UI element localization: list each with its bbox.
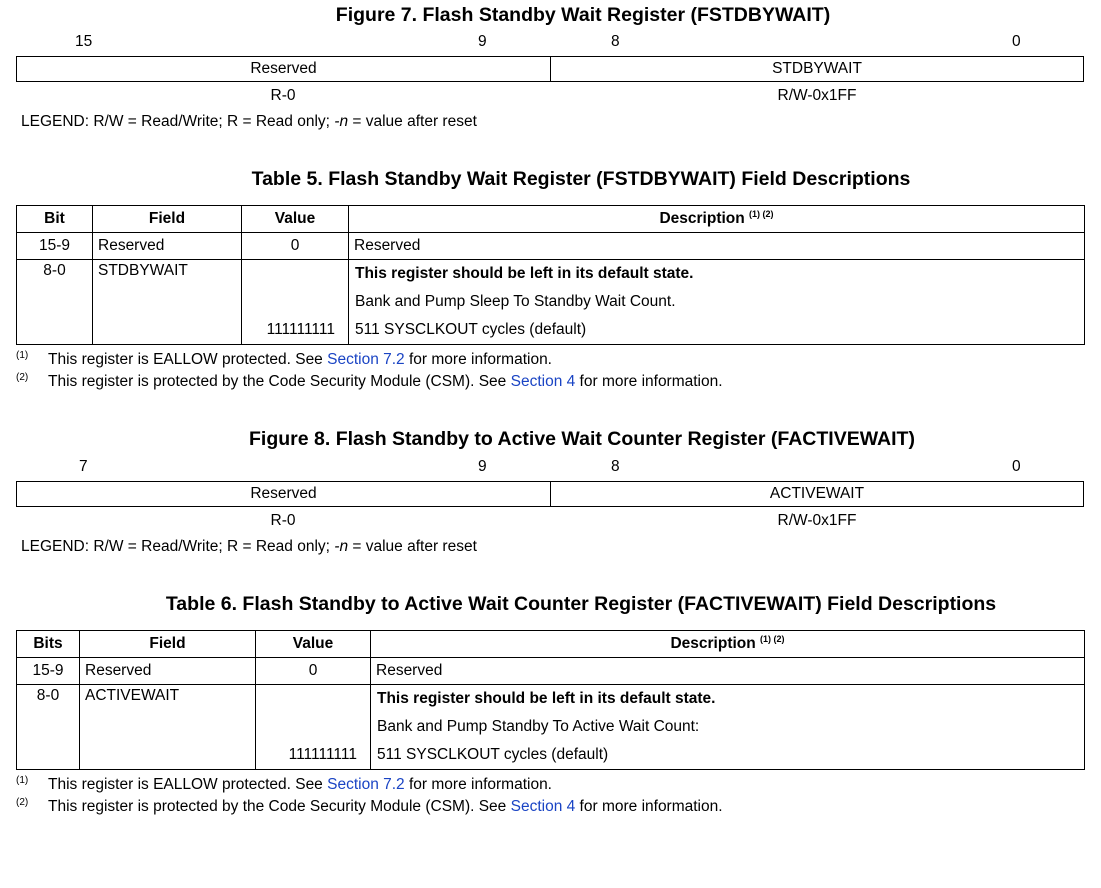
reserved-field: Reserved (17, 57, 551, 81)
bit-9-label: 9 (478, 458, 487, 475)
figure8-title: Figure 8. Flash Standby to Active Wait Counter Register (FACTIVEWAIT) (249, 428, 915, 450)
field-header: Field (80, 631, 256, 658)
table6-title: Table 6. Flash Standby to Active Wait Counter Register (FACTIVEWAIT) Field Descriptions (165, 593, 997, 615)
value-header: Value (256, 631, 371, 658)
value-cell: 0 (256, 658, 371, 685)
description-header: Description $^{(1) (2)}$ (371, 631, 1085, 658)
section-link[interactable]: Section 7.2 (327, 351, 405, 369)
bit-cell: 8-0 (17, 685, 80, 770)
activewait-access: R/W-0x1FF (777, 512, 857, 529)
bit-cell: 15-9 (17, 658, 80, 685)
footnote-1: (1) This register is EALLOW protected. See Section 7.2 for more information. (16, 350, 552, 369)
field-header: Field (93, 206, 242, 233)
table-row (17, 260, 1085, 345)
field-cell: STDBYWAIT (93, 260, 242, 345)
bit-15-label: 7 (79, 458, 88, 475)
bit-header: Bits (17, 631, 80, 658)
reserved-field: Reserved (17, 482, 551, 506)
table-row (17, 233, 1085, 260)
register-diagram (16, 56, 1084, 82)
bit-0-label: 0 (1012, 458, 1021, 475)
description-cell: Reserved (349, 233, 1085, 260)
activewait-field: ACTIVEWAIT (769, 485, 865, 502)
bit-cell: 15-9 (17, 233, 93, 260)
description-header: Description $^{(1) (2)}$ (349, 206, 1085, 233)
bit-9-label: 9 (478, 33, 487, 50)
table-row (17, 685, 1085, 770)
table-header-row (17, 631, 1085, 658)
field-cell: Reserved (93, 233, 242, 260)
register-legend: LEGEND: R/W = Read/Write; R = Read only; -n = value after reset (21, 113, 477, 130)
table-header-row (17, 206, 1085, 233)
bit-8-label: 8 (611, 458, 620, 475)
value-cell: 0 (242, 233, 349, 260)
register-legend: LEGEND: R/W = Read/Write; R = Read only; -n = value after reset (21, 538, 477, 555)
bit-0-label: 0 (1012, 33, 1021, 50)
field-description-table (16, 205, 1085, 345)
description-cell: Reserved (371, 658, 1085, 685)
footnote-1: (1) This register is EALLOW protected. See Section 7.2 for more information. (16, 775, 552, 794)
table-row (17, 658, 1085, 685)
footnote-2: (2) This register is protected by the Code Security Module (CSM). See Section 4 for more information. (16, 797, 723, 816)
description-cell: This register should be left in its default state. Bank and Pump Standby To Active Wait Count: 511 SYSCLKOUT cycles (default) (371, 685, 1085, 770)
section-link[interactable]: Section 7.2 (327, 776, 405, 794)
description-cell: This register should be left in its default state. Bank and Pump Sleep To Standby Wait Count. 511 SYSCLKOUT cycles (default) (349, 260, 1085, 345)
bit-header: Bit (17, 206, 93, 233)
reserved-access: R-0 (270, 87, 296, 104)
value-cell: 111111111 (242, 260, 349, 345)
register-diagram (16, 481, 1084, 507)
field-cell: Reserved (80, 658, 256, 685)
reserved-access: R-0 (270, 512, 296, 529)
table5-title: Table 5. Flash Standby Wait Register (FSTDBYWAIT) Field Descriptions (251, 168, 911, 190)
stdbywait-field: STDBYWAIT (772, 60, 862, 77)
footnote-2: (2) This register is protected by the Code Security Module (CSM). See Section 4 for more information. (16, 372, 723, 391)
field-description-table (16, 630, 1085, 770)
value-cell: 111111111 (256, 685, 371, 770)
field-cell: ACTIVEWAIT (80, 685, 256, 770)
bit-cell: 8-0 (17, 260, 93, 345)
section-link[interactable]: Section 4 (510, 373, 576, 391)
bit-8-label: 8 (611, 33, 620, 50)
figure7-title: Figure 7. Flash Standby Wait Register (FSTDBYWAIT) (335, 4, 831, 26)
section-link[interactable]: Section 4 (510, 798, 576, 816)
value-header: Value (242, 206, 349, 233)
stdbywait-access: R/W-0x1FF (777, 87, 857, 104)
bit-15-label: 15 (75, 33, 93, 50)
